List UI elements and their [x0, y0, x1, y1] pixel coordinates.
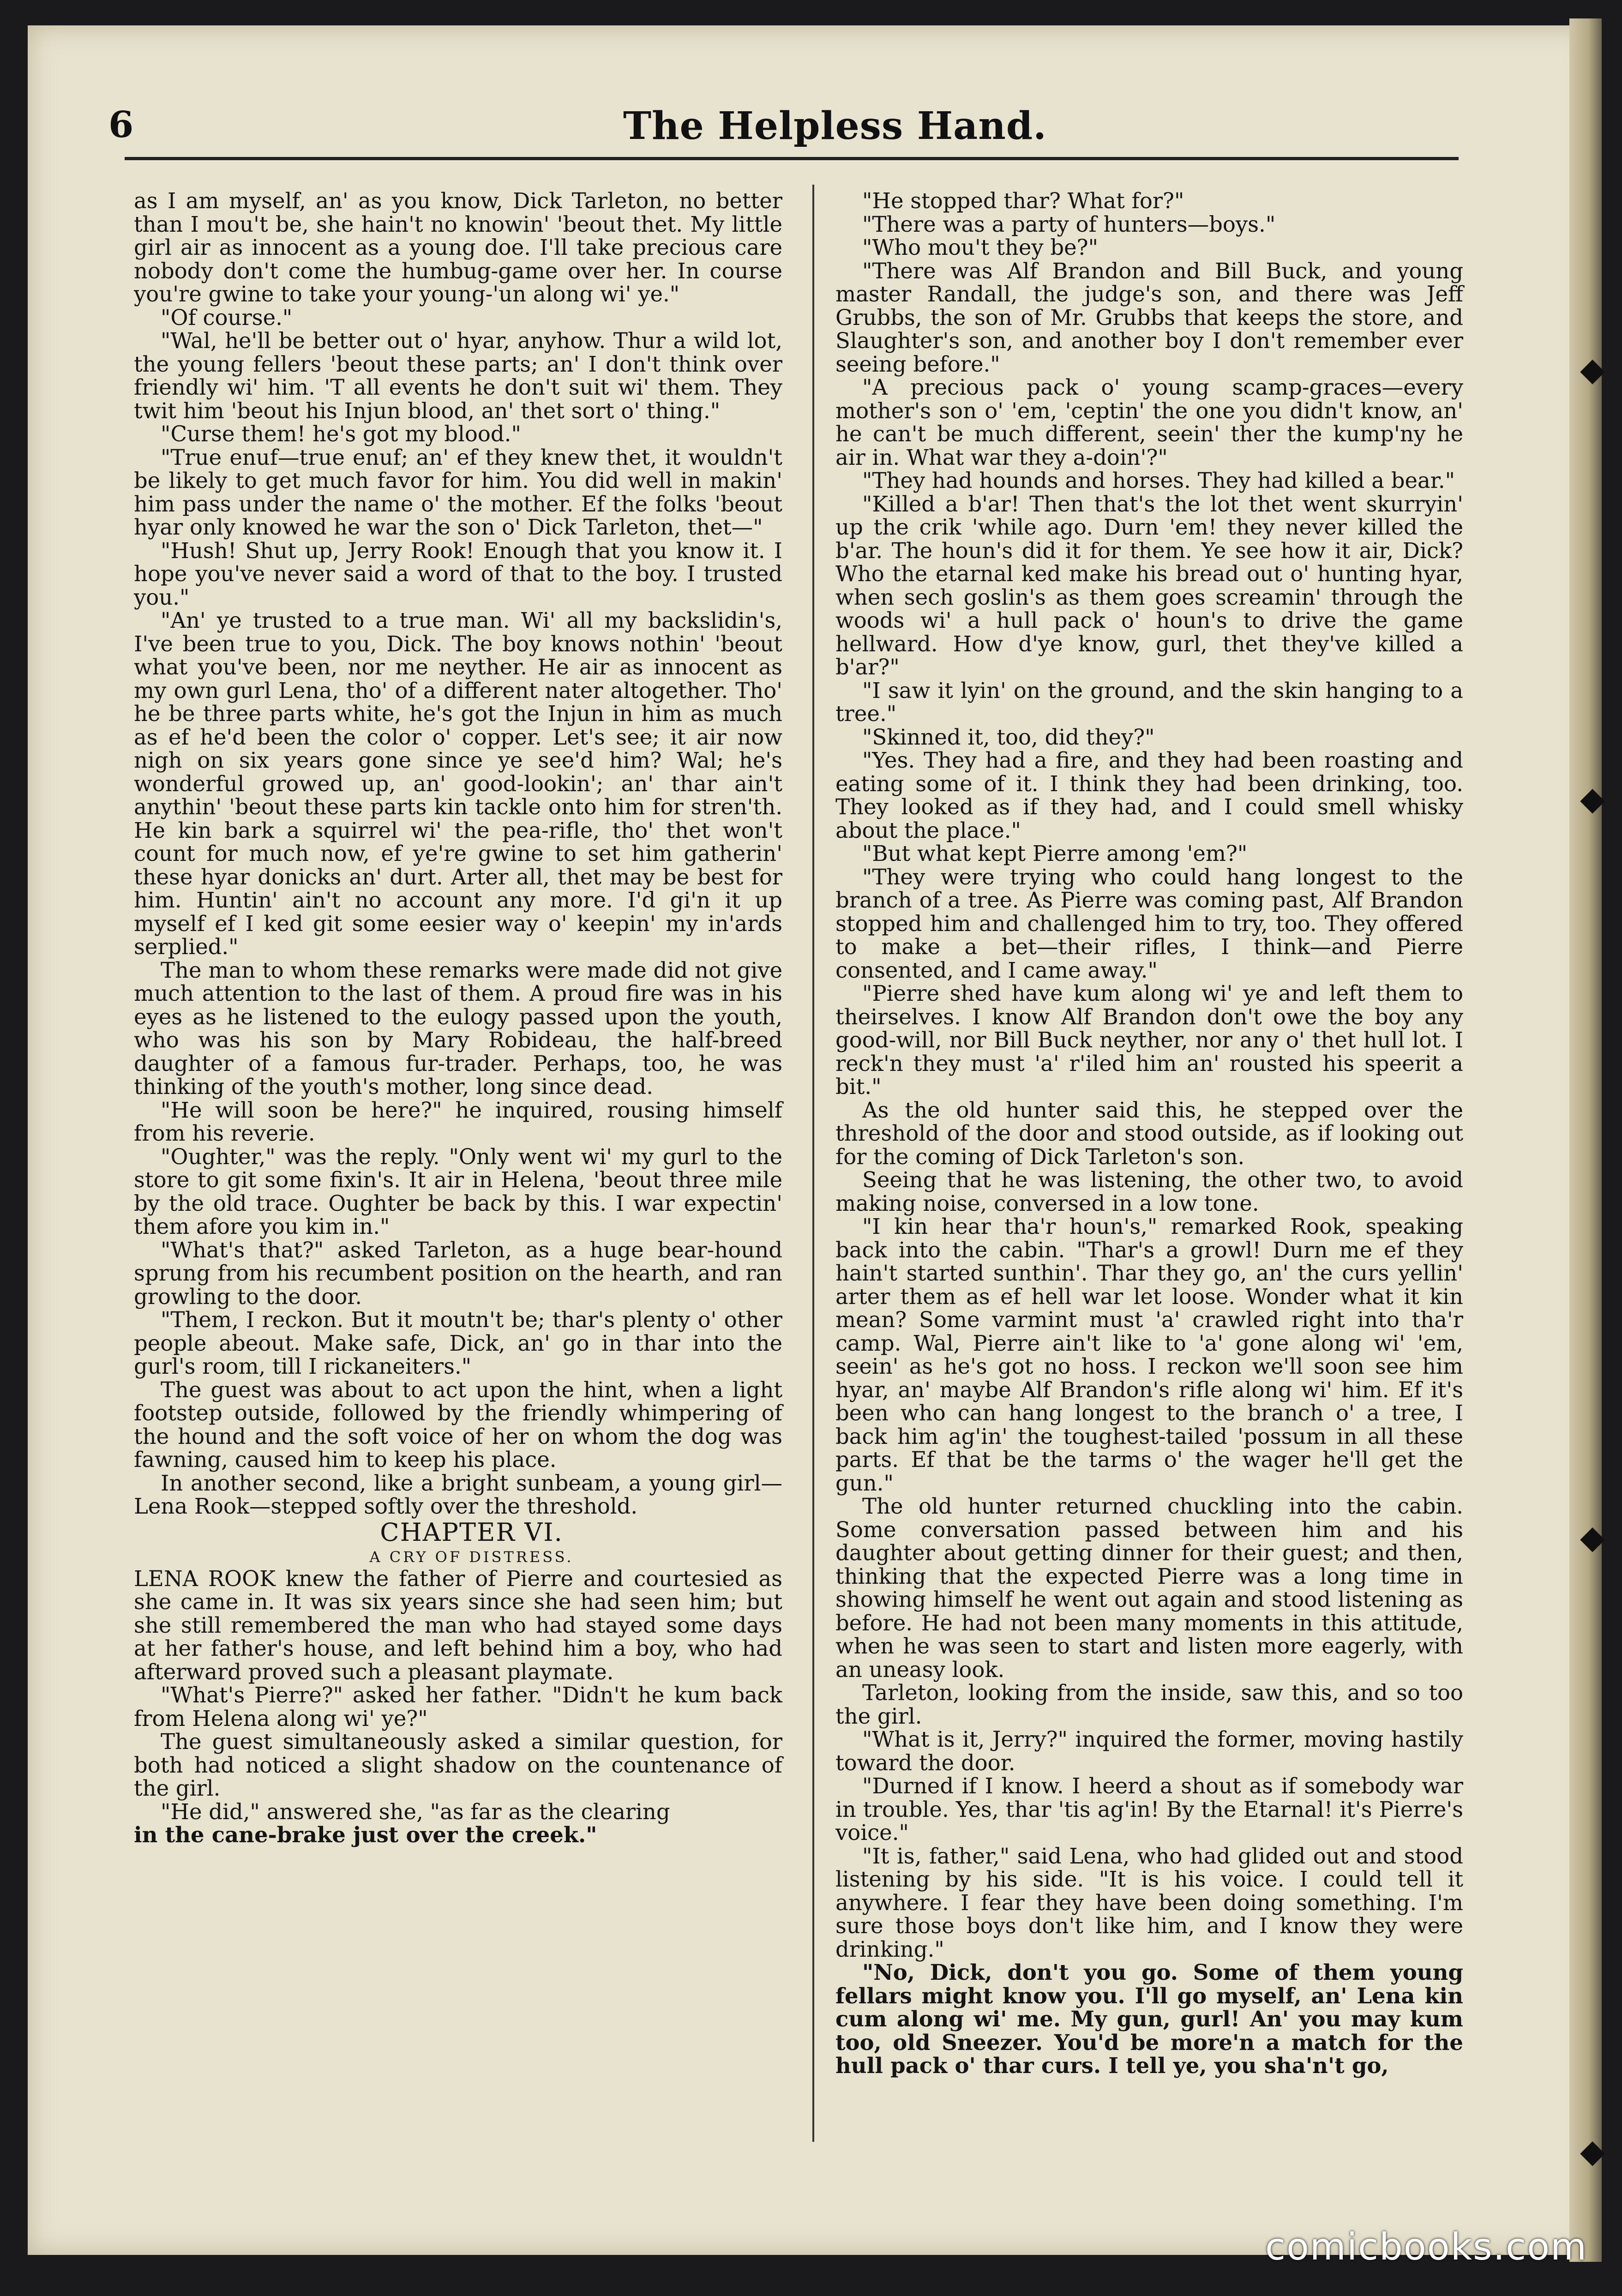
paragraph: "There was Alf Brandon and Bill Buck, and young master Randall, the judge's son, and there was Jeff Grubbs, the son of Mr. Grubbs that keeps the store, and Slaughter's son, and another boy I don't remember ever seeing before." — [835, 258, 1463, 377]
left-column — [134, 189, 782, 1847]
paragraph: in the cane-brake just over the creek." — [134, 1822, 597, 1847]
running-title: The Helpless Hand. — [623, 104, 1047, 148]
paragraph: LENA ROOK knew the father of Pierre and courtesied as she came in. It was six years since she had seen him; but she still remembered the man who had stayed some days at her father's house, and left behind him a boy, who had afterward proved such a pleasant playmate. — [134, 1566, 782, 1684]
paragraph: "Yes. They had a fire, and they had been roasting and eating some of it. I think they had been drinking, too. They looked as if they had, and I could smell whisky about the place." — [835, 748, 1463, 843]
paragraph: "He did," answered she, "as far as the clearing — [161, 1799, 670, 1824]
binding-stitch-icon: ◆ — [1580, 780, 1605, 817]
paragraph: As the old hunter said this, he stepped over the threshold of the door and stood outside, as if looking out for the coming of Dick Tarleton's son. — [835, 1097, 1463, 1169]
paragraph: The guest was about to act upon the hint, when a light footstep outside, followed by the friendly whimpering of the hound and the soft voice of her on whom the dog was fawning, caused him to keep his place. — [134, 1377, 782, 1472]
paragraph: "Durned if I know. I heerd a shout as if somebody war in trouble. Yes, thar 'tis ag'in! By the Etarnal! it's Pierre's voice." — [835, 1773, 1463, 1845]
paragraph: Seeing that he was listening, the other two, to avoid making noise, conversed in a low tone. — [835, 1167, 1463, 1216]
header-rule — [125, 157, 1459, 160]
paragraph: "They were trying who could hang longest to the branch of a tree. As Pierre was coming past, Alf Brandon stopped him and challenged him to try, too. They offered to make a bet—their rifles, I think—and Pierre consented, and I came away." — [835, 864, 1463, 983]
paragraph: "Them, I reckon. But it moutn't be; thar's plenty o' other people abeout. Make safe, Dick, an' go in thar into the gurl's room, till I rickaneiters." — [134, 1307, 782, 1379]
paragraph: "What's that?" asked Tarleton, as a huge bear-hound sprung from his recumbent position on the hearth, and ran growling to the door. — [134, 1237, 782, 1309]
paragraph: "But what kept Pierre among 'em?" — [862, 841, 1248, 866]
watermark: comicbooks.com — [1265, 2225, 1587, 2268]
paragraph: "An' ye trusted to a true man. Wi' all my backslidin's, I've been true to you, Dick. The boy knows nothin' 'beout what you've been, nor me neyther. He air as innocent as my own gurl Lena, tho' of a different nater altogether. Tho' he be three parts white, he's got the Injun in him as much as ef he'd been the color o' copper. Let's see; it air now nigh on six years gone since ye see'd him? Wal; he's wonderful growed up, an' good-lookin'; an' thar ain't anythin' 'beout these parts kin tackle onto him for stren'th. He kin bark a squirrel wi' the pea-rifle, tho' thet won't count for much now, ef ye're gwine to set him gatherin' these hyar donicks an' durt. Arter all, thet may be best for him. Huntin' ain't no account any more. I'd gi'n it up myself ef I ked git some eesier way o' keepin' my in'ards serplied." — [134, 608, 782, 959]
paragraph: "I saw it lyin' on the ground, and the skin hanging to a tree." — [835, 678, 1463, 726]
paragraph: The guest simultaneously asked a similar question, for both had noticed a slight shadow on the countenance of the girl. — [134, 1729, 782, 1801]
paragraph: "A precious pack o' young scamp-graces—every mother's son o' 'em, 'ceptin' the one you didn't know, an' he can't be much different, seein' ther the kump'ny he air in. What war they a-doin'?" — [835, 375, 1463, 470]
paragraph: as I am myself, an' as you know, Dick Tarleton, no better than I mou't be, she hain't no knowin' 'beout thet. My little girl air as innocent as a young doe. I'll take precious care nobody don't come the humbug-game over her. In course you're gwine to take your young-'un along wi' ye." — [134, 188, 782, 307]
binding-stitch-icon: ◆ — [1580, 2132, 1605, 2170]
paragraph: "Of course." — [161, 305, 293, 330]
paragraph: "Who mou't they be?" — [862, 235, 1099, 260]
paragraph: "True enuf—true enuf; an' ef they knew thet, it wouldn't be likely to get much favor for him. You did well in makin' him pass under the name o' the mother. Ef the folks 'beout hyar only knowed he war the son o' Dick Tarleton, thet—" — [134, 445, 782, 540]
paragraph: "Oughter," was the reply. "Only went wi' my gurl to the store to git some fixin's. It air in Helena, 'beout three mile by the old trace. Oughter be back by this. I war expectin' them afore you kim in." — [134, 1144, 782, 1239]
chapter-subtitle: A CRY OF DISTRESS. — [369, 1548, 574, 1566]
paragraph: "Wal, he'll be better out o' hyar, anyhow. Thur a wild lot, the young fellers 'beout these parts; an' I don't think over friendly wi' him. 'T all events he don't suit wi' them. They twit him 'beout his Injun blood, an' thet sort o' thing." — [134, 328, 782, 423]
paragraph: "No, Dick, don't you go. Some of them young fellars might know you. I'll go myself, an' Lena kin cum along wi' me. My gun, gurl! An' you may kum too, old Sneezer. You'd be more'n a match for the hull pack o' thar curs. I tell ye, you sha'n't go, — [835, 1959, 1463, 2078]
paragraph: "It is, father," said Lena, who had glided out and stood listening by his side. "It is his voice. I could tell it anywhere. I fear they have been doing something. I'm sure those boys don't like him, and I know they were drinking." — [835, 1843, 1463, 1962]
paragraph: "What's Pierre?" asked her father. "Didn't he kum back from Helena along wi' ye?" — [134, 1683, 782, 1731]
paragraph: "They had hounds and horses. They had killed a bear." — [862, 468, 1455, 493]
paragraph: "Pierre shed have kum along wi' ye and left them to theirselves. I know Alf Brandon don't owe the boy any good-will, nor Bill Buck neyther, nor any o' thet hull lot. I reck'n they must 'a' r'iled him an' rousted his speerit a bit." — [835, 981, 1463, 1099]
paragraph: "Curse them! he's got my blood." — [161, 421, 521, 446]
paragraph: "I kin hear tha'r houn's," remarked Rook, speaking back into the cabin. "Thar's a growl! Durn me ef they hain't started sunthin'. Thar they go, an' the curs yellin' arter them as ef hell war let loose. Wonder what it kin mean? Some varmint must 'a' crawled right into tha'r camp. Wal, Pierre ain't like to 'a' gone along wi' 'em, seein' as he's got no hoss. I reckon we'll soon see him hyar, an' maybe Alf Brandon's rifle along wi' him. Ef it's been who can hang longest to the branch o' a tree, I back him ag'in' the toughest-tailed 'possum in all these parts. Ef that be the tarms o' the wager he'll get the gun." — [835, 1214, 1463, 1496]
page-number: 6 — [108, 104, 134, 146]
paragraph: "There was a party of hunters—boys." — [862, 211, 1276, 237]
paragraph: The man to whom these remarks were made did not give much attention to the last of them. A proud fire was in his eyes as he listened to the eulogy passed upon the youth, who was his son by Mary Robideau, the half-breed daughter of a famous fur-trader. Perhaps, too, he was thinking of the youth's mother, long since dead. — [134, 957, 782, 1099]
paragraph: "Hush! Shut up, Jerry Rook! Enough that you know it. I hope you've never said a word of that to the boy. I trusted you." — [134, 538, 782, 610]
paragraph: "Skinned it, too, did they?" — [862, 724, 1155, 750]
paragraph: "Killed a b'ar! Then that's the lot thet went skurryin' up the crik 'while ago. Durn 'em! they never killed the b'ar. The houn's did it for them. Ye see how it air, Dick? Who the etarnal ked make his bread out o' hunting hyar, when sech goslin's as them goes screamin' through the woods wi' a hull pack o' houn's to drive the game hellward. How d'ye know, gurl, thet they've killed a b'ar?" — [835, 491, 1463, 679]
chapter-title: CHAPTER VI. — [380, 1517, 563, 1547]
paragraph: "What is it, Jerry?" inquired the former, moving hastily toward the door. — [835, 1727, 1463, 1775]
paragraph: "He will soon be here?" he inquired, rousing himself from his reverie. — [134, 1097, 782, 1146]
paragraph: Tarleton, looking from the inside, saw this, and so too the girl. — [835, 1680, 1463, 1729]
paragraph: "He stopped thar? What for?" — [862, 188, 1184, 213]
binding-stitch-icon: ◆ — [1580, 350, 1605, 388]
paragraph: The old hunter returned chuckling into the cabin. Some conversation passed between him and his daughter about getting dinner for their guest; and then, thinking that the expected Pierre was a long time in showing himself he went out again and stood listening as before. He had not been many moments in this attitude, when he was seen to start and listen more eagerly, with an uneasy look. — [835, 1494, 1463, 1682]
right-column — [835, 189, 1463, 2078]
paragraph: In another second, like a bright sunbeam, a young girl—Lena Rook—stepped softly over the threshold. — [134, 1470, 782, 1519]
column-divider — [812, 185, 814, 2142]
binding-stitch-icon: ◆ — [1580, 1518, 1605, 1556]
